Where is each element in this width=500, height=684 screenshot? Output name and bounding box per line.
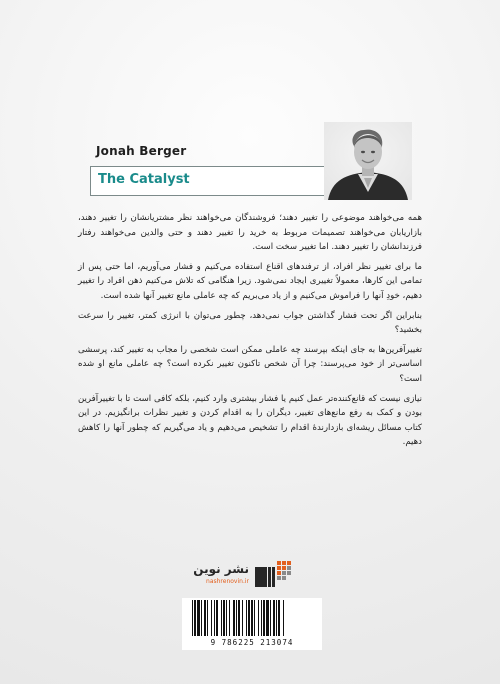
isbn-barcode bbox=[182, 598, 322, 650]
paragraph-4: تغییرآفرین‌ها به جای اینکه بپرسند چه عاملی ممکن است شخصی را مجاب به تغییر کند، پرسشی اساسی‌تر از خود می‌پرسند: چرا آن شخص تاکنون تغییر نکرده است؟ چه عاملی مانع او شده است؟ bbox=[78, 344, 422, 384]
barcode-bar bbox=[233, 600, 235, 636]
barcode-bar bbox=[283, 600, 284, 636]
book-title-box bbox=[90, 166, 327, 196]
barcode-bar bbox=[248, 600, 250, 636]
barcode-bar bbox=[276, 600, 277, 636]
barcode-bar bbox=[273, 600, 275, 636]
book-title: The Catalyst bbox=[98, 172, 190, 187]
barcode-bar bbox=[278, 600, 280, 636]
back-cover-description bbox=[78, 211, 422, 455]
barcode-bar bbox=[270, 600, 271, 636]
barcode-bar bbox=[211, 600, 212, 636]
barcode-bar bbox=[258, 600, 259, 636]
barcode-bar bbox=[204, 600, 206, 636]
publisher-logo-icon bbox=[253, 559, 293, 589]
barcode-bar bbox=[263, 600, 265, 636]
barcode-bar bbox=[214, 600, 215, 636]
barcode-bar bbox=[254, 600, 255, 636]
barcode-bar bbox=[251, 600, 253, 636]
barcode-bar bbox=[261, 600, 262, 636]
barcode-bar bbox=[201, 600, 202, 636]
publisher-logo bbox=[189, 557, 299, 591]
barcode-bar bbox=[194, 600, 196, 636]
publisher-name: نشر نوین bbox=[193, 562, 249, 576]
author-block bbox=[90, 122, 412, 200]
paragraph-3: بنابراین اگر تحت فشار گذاشتن جواب نمی‌دهد، چطور می‌توان با انرژی کمتر، تغییر را سرعت بخشید؟ bbox=[78, 310, 422, 336]
barcode-bar bbox=[266, 600, 269, 636]
barcode-bar bbox=[246, 600, 247, 636]
barcode-bar bbox=[192, 600, 193, 636]
author-photo bbox=[324, 122, 412, 200]
publisher-website: nashrenovin.ir bbox=[206, 578, 249, 585]
barcode-bar bbox=[221, 600, 222, 636]
barcode-bar bbox=[226, 600, 227, 636]
barcode-number: 9 786225 213074 bbox=[210, 638, 294, 647]
barcode-bar bbox=[242, 600, 243, 636]
author-portrait-image bbox=[324, 122, 412, 200]
paragraph-1: همه می‌خواهند موضوعی را تغییر دهند؛ فروشندگان می‌خواهند نظر مشتریانشان را تغییر دهند، بازاریابان می‌خواهند تصمیمات مربوط به خرید را تغییر دهند و حتی والدین می‌خواهند رفتار فرزندانشان را تغییر دهند. اما تغییر سخت است. bbox=[78, 213, 422, 253]
barcode-bar bbox=[197, 600, 200, 636]
barcode-bar bbox=[223, 600, 225, 636]
paragraph-2: ما برای تغییر نظر افراد، از ترفندهای اقناع استفاده می‌کنیم و فشار می‌آوریم، اما حتی پس از تمامی این کارها، معمولاً تغییری ایجاد نمی‌شود. زیرا هنگامی که تلاش می‌کنیم ذهن افراد را تغییر دهیم، خودِ آنها را فراموش می‌کنیم و از یاد می‌بریم که چه عاملی مانع تغییر آنها شده است. bbox=[78, 261, 422, 301]
barcode-bar bbox=[238, 600, 240, 636]
author-name: Jonah Berger bbox=[96, 144, 187, 158]
barcode-bar bbox=[207, 600, 208, 636]
barcode-bars bbox=[182, 598, 322, 638]
paragraph-5: نیازی نیست که قانع‌کننده‌تر عمل کنیم یا فشار بیشتری وارد کنیم، بلکه کافی است تا با تغییرآفرین بودن و کمک به رفع مانع‌های تغییر، دیگران را به اقدام کردن و تغییر نظرات برانگیزیم. در این کتاب مسائل ریشه‌ای بازدارندهٔ اقدام را تشخیص می‌دهیم و یاد می‌گیریم که چطور آنها را کاهش دهیم. bbox=[78, 393, 422, 448]
barcode-bar bbox=[216, 600, 218, 636]
barcode-bar bbox=[236, 600, 237, 636]
barcode-bar bbox=[229, 600, 230, 636]
